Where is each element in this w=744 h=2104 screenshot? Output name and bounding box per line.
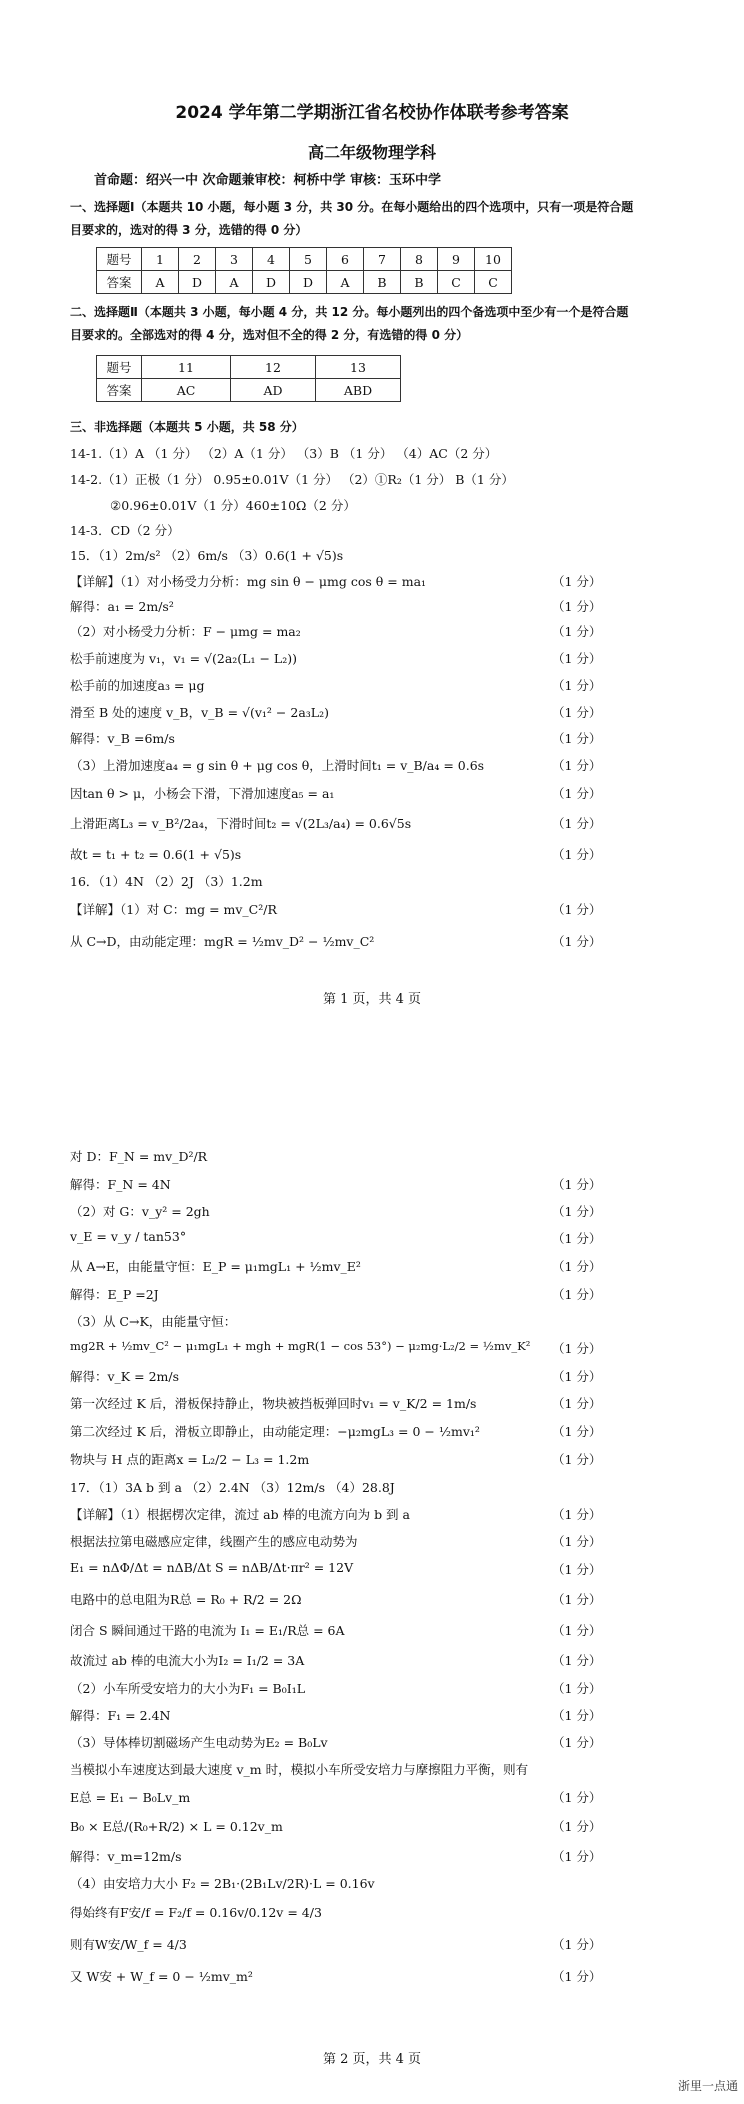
- answer-cell: C: [438, 271, 475, 294]
- answer-14-3: 14-3．CD（2 分）: [70, 523, 180, 538]
- score-label: （1 分）: [552, 1424, 602, 1439]
- score-label: （1 分）: [552, 1287, 602, 1302]
- answer-15: 15．（1）2m/s² （2）6m/s （3）0.6(1 + √5)s: [70, 548, 344, 563]
- score-label: （1 分）: [552, 1681, 602, 1696]
- detail-16-2: 从 C→D，由动能定理：mgR = ½mv_D² − ½mv_C²: [70, 934, 375, 949]
- detail-16-12: 第一次经过 K 后，滑板保持静止，物块被挡板弹回时v₁ = v_K/2 = 1m/s: [70, 1396, 477, 1411]
- detail-17-6: 故流过 ab 棒的电流大小为I₂ = I₁/2 = 3A: [70, 1653, 305, 1668]
- score-label: （1 分）: [552, 678, 602, 693]
- score-label: （1 分）: [552, 1259, 602, 1274]
- authors-line: 首命题：绍兴一中 次命题兼审校：柯桥中学 审核：玉环中学: [94, 173, 442, 188]
- answer-17: 17．（1）3A b 到 a （2）2.4N （3）12m/s （4）28.8J: [70, 1480, 395, 1495]
- detail-15-5: 松手前的加速度a₃ = μg: [70, 678, 205, 693]
- section2-answer-table: [96, 355, 401, 402]
- detail-16-5: （2）对 G：v_y² = 2gh: [70, 1204, 210, 1219]
- page-footer-1: 第 1 页，共 4 页: [322, 992, 422, 1007]
- detail-17-15: 得始终有F安/f = F₂/f = 0.16v/0.12v = 4/3: [70, 1905, 322, 1920]
- score-label: （1 分）: [552, 624, 602, 639]
- question-number: 3: [216, 248, 253, 271]
- score-label: （1 分）: [552, 1592, 602, 1607]
- detail-17-10: 当模拟小车速度达到最大速度 v_m 时，模拟小车所受安培力与摩擦阻力平衡，则有: [70, 1762, 529, 1777]
- question-number: 10: [475, 248, 512, 271]
- detail-15-1: 【详解】（1）对小杨受力分析：mg sin θ − μmg cos θ = ma₁: [70, 574, 427, 589]
- score-label: （1 分）: [552, 934, 602, 949]
- answer-14-1: 14-1.（1）A （1 分） （2）A（1 分） （3）B （1 分） （4）AC（2 分）: [70, 446, 498, 461]
- answer-cell: B: [401, 271, 438, 294]
- question-number: 9: [438, 248, 475, 271]
- table-row: [97, 356, 401, 379]
- section2-heading-2: 目要求的。全部选对的得 4 分，选对但不全的得 2 分，有选错的得 0 分）: [70, 328, 469, 342]
- answer-14-2b: ②0.96±0.01V（1 分）460±10Ω（2 分）: [110, 498, 356, 513]
- detail-15-8: （3）上滑加速度a₄ = g sin θ + μg cos θ，上滑时间t₁ = v_B/a₄ = 0.6s: [70, 758, 485, 773]
- doc-subtitle: 高二年级物理学科: [307, 143, 436, 162]
- score-label: （1 分）: [552, 1507, 602, 1522]
- score-label: （1 分）: [552, 902, 602, 917]
- question-number: 12: [231, 356, 316, 379]
- answer-cell: D: [253, 271, 290, 294]
- row-label: 答案: [97, 379, 142, 402]
- detail-16-10: mg2R + ½mv_C² − μ₁mgL₁ + mgh + mgR(1 − cos 53°) − μ₂mg·L₂/2 = ½mv_K²: [70, 1339, 531, 1353]
- question-number: 6: [327, 248, 364, 271]
- score-label: （1 分）: [552, 574, 602, 589]
- score-label: （1 分）: [552, 1790, 602, 1805]
- detail-16-13: 第二次经过 K 后，滑板立即静止，由动能定理：−μ₂mgL₃ = 0 − ½mv₁²: [70, 1424, 480, 1439]
- question-number: 5: [290, 248, 327, 271]
- detail-16-1: 【详解】（1）对 C：mg = mv_C²/R: [70, 902, 277, 917]
- detail-15-7: 解得：v_B =6m/s: [70, 731, 175, 746]
- section2-heading-1: 二、选择题Ⅱ（本题共 3 小题，每小题 4 分，共 12 分。每小题列出的四个备选项中至少有一个是符合题: [70, 305, 629, 319]
- detail-16-14: 物块与 H 点的距离x = L₂/2 − L₃ = 1.2m: [70, 1452, 310, 1467]
- row-label: 答案: [97, 271, 142, 294]
- detail-17-1: 【详解】（1）根据楞次定律，流过 ab 棒的电流方向为 b 到 a: [70, 1507, 410, 1522]
- score-label: （1 分）: [552, 1341, 602, 1356]
- answer-14-2a: 14-2.（1）正极（1 分） 0.95±0.01V（1 分） （2）①R₂（1 分） B（1 分）: [70, 472, 514, 487]
- detail-15-10: 上滑距离L₃ = v_B²/2a₄，下滑时间t₂ = √(2L₃/a₄) = 0.6√5s: [70, 816, 412, 831]
- section1-heading-2: 目要求的，选对的得 3 分，选错的得 0 分）: [70, 223, 308, 237]
- score-label: （1 分）: [552, 1849, 602, 1864]
- page-1: [0, 0, 744, 1045]
- detail-17-16: 则有W安/W_f = 4/3: [70, 1937, 187, 1952]
- detail-17-2: 根据法拉第电磁感应定律，线圈产生的感应电动势为: [70, 1534, 358, 1549]
- page-footer-2: 第 2 页，共 4 页: [322, 2052, 422, 2067]
- detail-17-14: （4）由安培力大小 F₂ = 2B₁·(2B₁Lv/2R)·L = 0.16v: [70, 1876, 375, 1891]
- answer-cell: B: [364, 271, 401, 294]
- answer-cell: A: [327, 271, 364, 294]
- question-number: 13: [316, 356, 401, 379]
- detail-16-8: 解得：E_P =2J: [70, 1287, 159, 1302]
- score-label: （1 分）: [552, 1623, 602, 1638]
- score-label: （1 分）: [552, 1708, 602, 1723]
- score-label: （1 分）: [552, 1653, 602, 1668]
- detail-16-3: 对 D：F_N = mv_D²/R: [70, 1149, 208, 1164]
- detail-15-9: 因tan θ > μ，小杨会下滑，下滑加速度a₅ = a₁: [70, 786, 335, 801]
- detail-17-3: E₁ = nΔΦ/Δt = nΔB/Δt S = nΔB/Δt·πr² = 12V: [70, 1560, 354, 1575]
- detail-15-2: 解得：a₁ = 2m/s²: [70, 599, 174, 614]
- question-number: 8: [401, 248, 438, 271]
- watermark-text: 浙里一点通: [677, 2079, 738, 2093]
- score-label: （1 分）: [552, 1819, 602, 1834]
- answer-cell: A: [142, 271, 179, 294]
- doc-title: 2024 学年第二学期浙江省名校协作体联考参考答案: [175, 103, 569, 123]
- score-label: （1 分）: [552, 731, 602, 746]
- table-row: [97, 248, 512, 271]
- row-label: 题号: [97, 356, 142, 379]
- detail-17-7: （2）小车所受安培力的大小为F₁ = B₀I₁L: [70, 1681, 306, 1696]
- detail-17-8: 解得：F₁ = 2.4N: [70, 1708, 171, 1723]
- score-label: （1 分）: [552, 1369, 602, 1384]
- answer-cell: ABD: [316, 379, 401, 402]
- score-label: （1 分）: [552, 599, 602, 614]
- row-label: 题号: [97, 248, 142, 271]
- detail-15-6: 滑至 B 处的速度 v_B，v_B = √(v₁² − 2a₃L₂): [70, 705, 329, 720]
- detail-15-11: 故t = t₁ + t₂ = 0.6(1 + √5)s: [70, 847, 242, 862]
- score-label: （1 分）: [552, 651, 602, 666]
- answer-cell: A: [216, 271, 253, 294]
- detail-17-13: 解得：v_m=12m/s: [70, 1849, 182, 1864]
- section1-heading-1: 一、选择题Ⅰ（本题共 10 小题，每小题 3 分，共 30 分。在每小题给出的四个选项中，只有一项是符合题: [70, 200, 634, 214]
- score-label: （1 分）: [552, 1969, 602, 1984]
- answer-cell: D: [290, 271, 327, 294]
- detail-17-4: 电路中的总电阻为R总 = R₀ + R/2 = 2Ω: [70, 1592, 302, 1607]
- detail-16-9: （3）从 C→K，由能量守恒：: [70, 1314, 237, 1329]
- detail-17-5: 闭合 S 瞬间通过干路的电流为 I₁ = E₁/R总 = 6A: [70, 1623, 345, 1638]
- score-label: （1 分）: [552, 786, 602, 801]
- answer-cell: AC: [142, 379, 231, 402]
- question-number: 2: [179, 248, 216, 271]
- section3-heading: 三、非选择题（本题共 5 小题，共 58 分）: [70, 420, 304, 434]
- table-row: [97, 271, 512, 294]
- score-label: （1 分）: [552, 1177, 602, 1192]
- question-number: 1: [142, 248, 179, 271]
- score-label: （1 分）: [552, 705, 602, 720]
- detail-16-4: 解得：F_N = 4N: [70, 1177, 171, 1192]
- answer-cell: D: [179, 271, 216, 294]
- table-row: [97, 379, 401, 402]
- score-label: （1 分）: [552, 1562, 602, 1577]
- page-2: [0, 1045, 744, 2104]
- detail-15-4: 松手前速度为 v₁，v₁ = √(2a₂(L₁ − L₂)): [70, 651, 297, 666]
- score-label: （1 分）: [552, 1452, 602, 1467]
- score-label: （1 分）: [552, 1231, 602, 1246]
- question-number: 7: [364, 248, 401, 271]
- detail-17-11: E总 = E₁ − B₀Lv_m: [70, 1790, 191, 1805]
- answer-16: 16．（1）4N （2）2J （3）1.2m: [70, 874, 263, 889]
- detail-17-12: B₀ × E总/(R₀+R/2) × L = 0.12v_m: [70, 1819, 283, 1834]
- detail-16-7: 从 A→E，由能量守恒：E_P = μ₁mgL₁ + ½mv_E²: [70, 1259, 361, 1274]
- score-label: （1 分）: [552, 816, 602, 831]
- detail-16-6: v_E = v_y / tan53°: [70, 1229, 187, 1244]
- score-label: （1 分）: [552, 1534, 602, 1549]
- detail-16-11: 解得：v_K = 2m/s: [70, 1369, 180, 1384]
- answer-cell: C: [475, 271, 512, 294]
- detail-17-9: （3）导体棒切割磁场产生电动势为E₂ = B₀Lv: [70, 1735, 328, 1750]
- score-label: （1 分）: [552, 1937, 602, 1952]
- question-number: 4: [253, 248, 290, 271]
- detail-15-3: （2）对小杨受力分析：F − μmg = ma₂: [70, 624, 301, 639]
- section1-answer-table: [96, 247, 512, 294]
- answer-cell: AD: [231, 379, 316, 402]
- score-label: （1 分）: [552, 758, 602, 773]
- score-label: （1 分）: [552, 1735, 602, 1750]
- detail-17-17: 又 W安 + W_f = 0 − ½mv_m²: [70, 1969, 253, 1984]
- question-number: 11: [142, 356, 231, 379]
- score-label: （1 分）: [552, 1204, 602, 1219]
- score-label: （1 分）: [552, 847, 602, 862]
- score-label: （1 分）: [552, 1396, 602, 1411]
